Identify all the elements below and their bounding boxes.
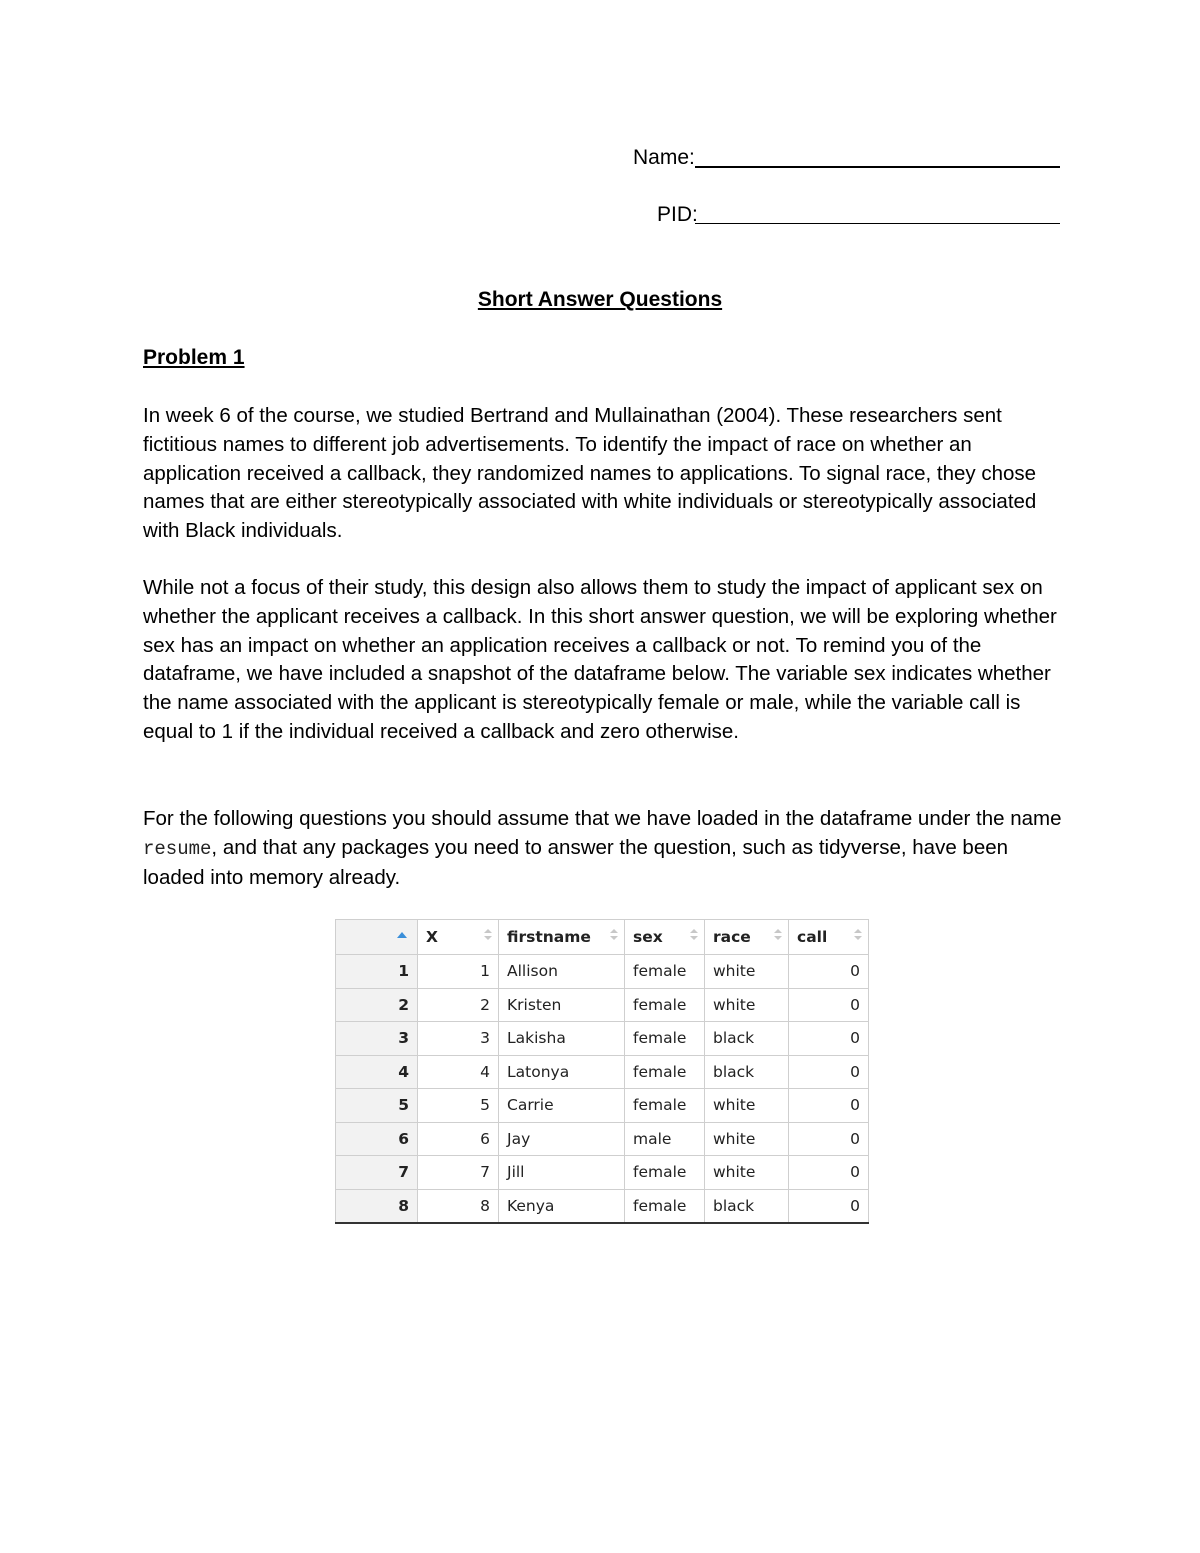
cell-race: black xyxy=(705,1055,789,1089)
row-number: 5 xyxy=(336,1089,418,1123)
table-row xyxy=(336,1189,869,1223)
table-row xyxy=(336,1156,869,1190)
cell-firstname: Jill xyxy=(499,1156,625,1190)
cell-call: 0 xyxy=(789,1022,869,1056)
dataframe-snapshot-table xyxy=(335,919,869,1224)
column-header-x[interactable] xyxy=(418,920,499,955)
column-header-sex[interactable] xyxy=(625,920,705,955)
assumptions-paragraph xyxy=(143,805,1063,892)
cell-call: 0 xyxy=(789,988,869,1022)
cell-race: white xyxy=(705,1122,789,1156)
cell-race: white xyxy=(705,955,789,989)
cell-race: white xyxy=(705,1156,789,1190)
name-label: Name: xyxy=(633,146,695,169)
cell-x: 1 xyxy=(418,955,499,989)
table-row xyxy=(336,1055,869,1089)
cell-firstname: Lakisha xyxy=(499,1022,625,1056)
row-index-header[interactable] xyxy=(336,920,418,955)
cell-firstname: Allison xyxy=(499,955,625,989)
cell-sex: female xyxy=(625,1156,705,1190)
assumptions-text-end: , and that any packages you need to answer the question, such as tidyverse, have been loaded into memory already. xyxy=(143,835,1009,889)
column-header-label: X xyxy=(426,928,438,946)
cell-sex: female xyxy=(625,988,705,1022)
column-header-label: sex xyxy=(633,928,663,946)
problem-heading: Problem 1 xyxy=(143,346,245,369)
row-number: 7 xyxy=(336,1156,418,1190)
row-number: 8 xyxy=(336,1189,418,1223)
dataframe-name-code: resume xyxy=(143,837,212,860)
column-header-firstname[interactable] xyxy=(499,920,625,955)
cell-firstname: Carrie xyxy=(499,1089,625,1123)
cell-race: white xyxy=(705,1089,789,1123)
row-number: 3 xyxy=(336,1022,418,1056)
column-header-label: call xyxy=(797,928,828,946)
cell-sex: female xyxy=(625,1189,705,1223)
pid-field[interactable] xyxy=(657,203,698,227)
table-row xyxy=(336,1122,869,1156)
cell-x: 6 xyxy=(418,1122,499,1156)
cell-call: 0 xyxy=(789,1156,869,1190)
table-row xyxy=(336,1089,869,1123)
cell-firstname: Jay xyxy=(499,1122,625,1156)
cell-race: white xyxy=(705,988,789,1022)
page-title: Short Answer Questions xyxy=(477,288,723,311)
sort-arrows-icon[interactable] xyxy=(690,929,698,943)
cell-sex: female xyxy=(625,1089,705,1123)
table-row xyxy=(336,988,869,1022)
intro-paragraph: In week 6 of the course, we studied Bertrand and Mullainathan (2004). These researchers sent fictitious names to different job advertisements. To identify the impact of race on whether an application received a callback, they randomized names to applications. To signal race, they chose names that are either stereotypically associated with white individuals or stereotypically associated with Black individuals. xyxy=(143,404,1037,543)
cell-sex: male xyxy=(625,1122,705,1156)
sort-arrows-icon[interactable] xyxy=(484,929,492,943)
cell-race: black xyxy=(705,1022,789,1056)
name-blank-line[interactable] xyxy=(695,166,1060,168)
column-header-label: firstname xyxy=(507,928,591,946)
pid-label: PID: xyxy=(657,203,698,226)
cell-call: 0 xyxy=(789,1055,869,1089)
sort-arrows-icon[interactable] xyxy=(854,929,862,943)
sort-arrows-icon[interactable] xyxy=(610,929,618,943)
pid-blank-line[interactable] xyxy=(695,223,1060,224)
cell-sex: female xyxy=(625,1022,705,1056)
cell-firstname: Kristen xyxy=(499,988,625,1022)
cell-call: 0 xyxy=(789,1089,869,1123)
name-field[interactable] xyxy=(633,146,695,170)
cell-x: 4 xyxy=(418,1055,499,1089)
table-row xyxy=(336,1022,869,1056)
row-number: 1 xyxy=(336,955,418,989)
cell-firstname: Latonya xyxy=(499,1055,625,1089)
cell-race: black xyxy=(705,1189,789,1223)
cell-x: 8 xyxy=(418,1189,499,1223)
column-header-label: race xyxy=(713,928,751,946)
cell-sex: female xyxy=(625,1055,705,1089)
cell-call: 0 xyxy=(789,955,869,989)
context-paragraph: While not a focus of their study, this design also allows them to study the impact of applicant sex on whether the applicant receives a callback. In this short answer question, we will be exploring whether sex has an impact on whether an application receives a callback or not. To remind you of the dataframe, we have included a snapshot of the dataframe below. The variable sex indicates whether the name associated with the applicant is stereotypically female or male, while the variable call is equal to 1 if the individual received a callback and zero otherwise. xyxy=(143,576,1057,743)
column-header-call[interactable] xyxy=(789,920,869,955)
sort-arrows-icon[interactable] xyxy=(774,929,782,943)
cell-x: 7 xyxy=(418,1156,499,1190)
table-header-row xyxy=(336,920,869,955)
cell-x: 3 xyxy=(418,1022,499,1056)
cell-x: 5 xyxy=(418,1089,499,1123)
sort-ascending-icon xyxy=(397,932,407,938)
column-header-race[interactable] xyxy=(705,920,789,955)
row-number: 4 xyxy=(336,1055,418,1089)
row-number: 2 xyxy=(336,988,418,1022)
assumptions-text-start: For the following questions you should assume that we have loaded in the dataframe under the name xyxy=(143,807,1062,830)
table-row xyxy=(336,955,869,989)
cell-sex: female xyxy=(625,955,705,989)
cell-x: 2 xyxy=(418,988,499,1022)
row-number: 6 xyxy=(336,1122,418,1156)
cell-call: 0 xyxy=(789,1122,869,1156)
cell-firstname: Kenya xyxy=(499,1189,625,1223)
cell-call: 0 xyxy=(789,1189,869,1223)
